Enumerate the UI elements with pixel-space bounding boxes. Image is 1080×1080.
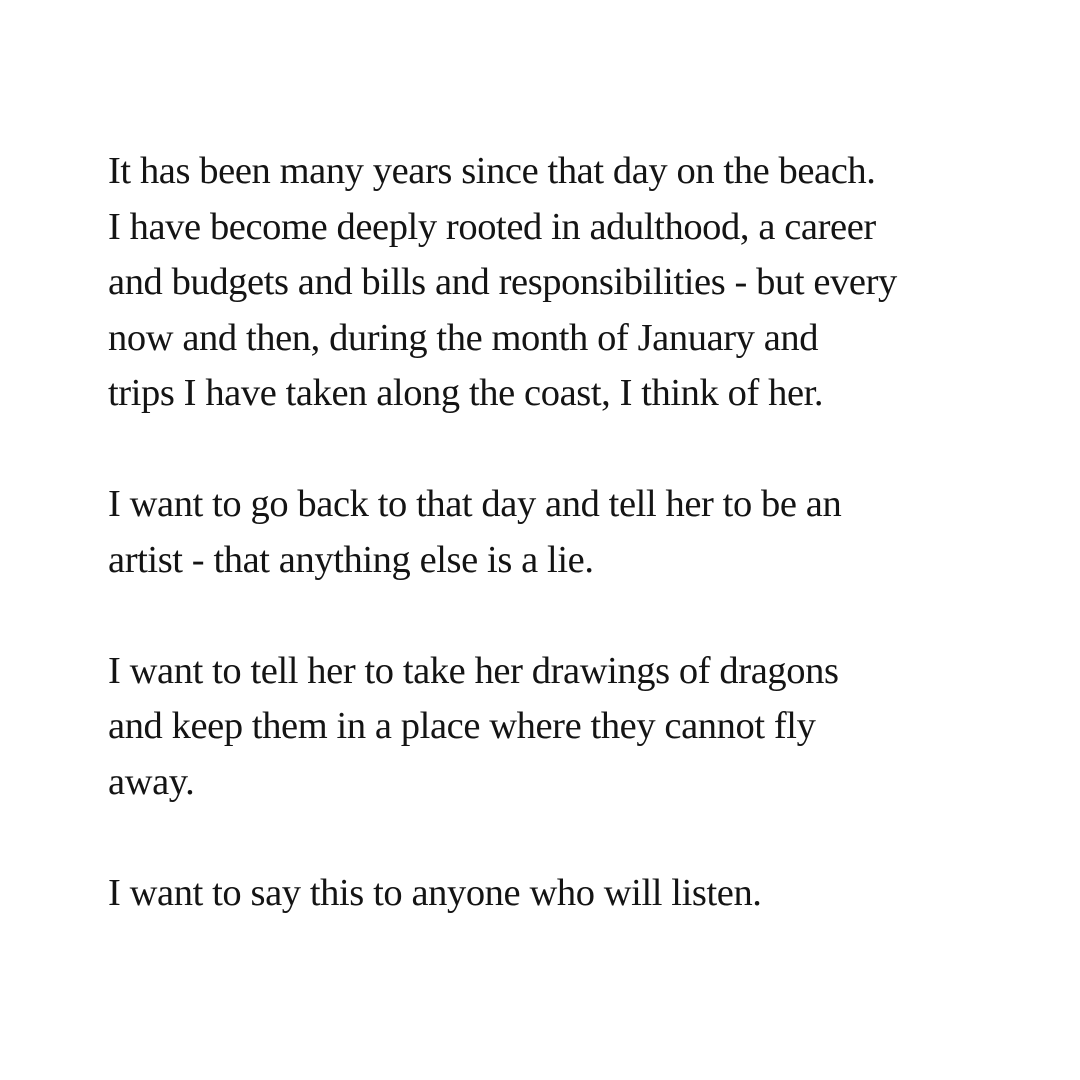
paragraph-4 [108,866,988,922]
paragraph-1 [108,144,988,422]
paragraph-2 [108,477,988,588]
paragraph-3 [108,644,988,811]
text-line: and budgets and bills and responsibilities - but every [108,261,897,303]
text-line: It has been many years since that day on the beach. [108,150,876,192]
text-line: I want to tell her to take her drawings of dragons [108,649,839,692]
body-text [108,144,988,921]
text-line: trips I have taken along the coast, I think of her. [108,372,824,414]
text-line: artist - that anything else is a lie. [108,538,594,581]
text-line: I want to go back to that day and tell her to be an [108,483,842,525]
text-line: I have become deeply rooted in adulthood, a career [108,205,876,248]
text-line: and keep them in a place where they cannot fly [108,705,816,747]
text-line: now and then, during the month of January and [108,316,819,359]
text-line: I want to say this to anyone who will listen. [108,871,762,914]
text-line: away. [108,760,195,803]
